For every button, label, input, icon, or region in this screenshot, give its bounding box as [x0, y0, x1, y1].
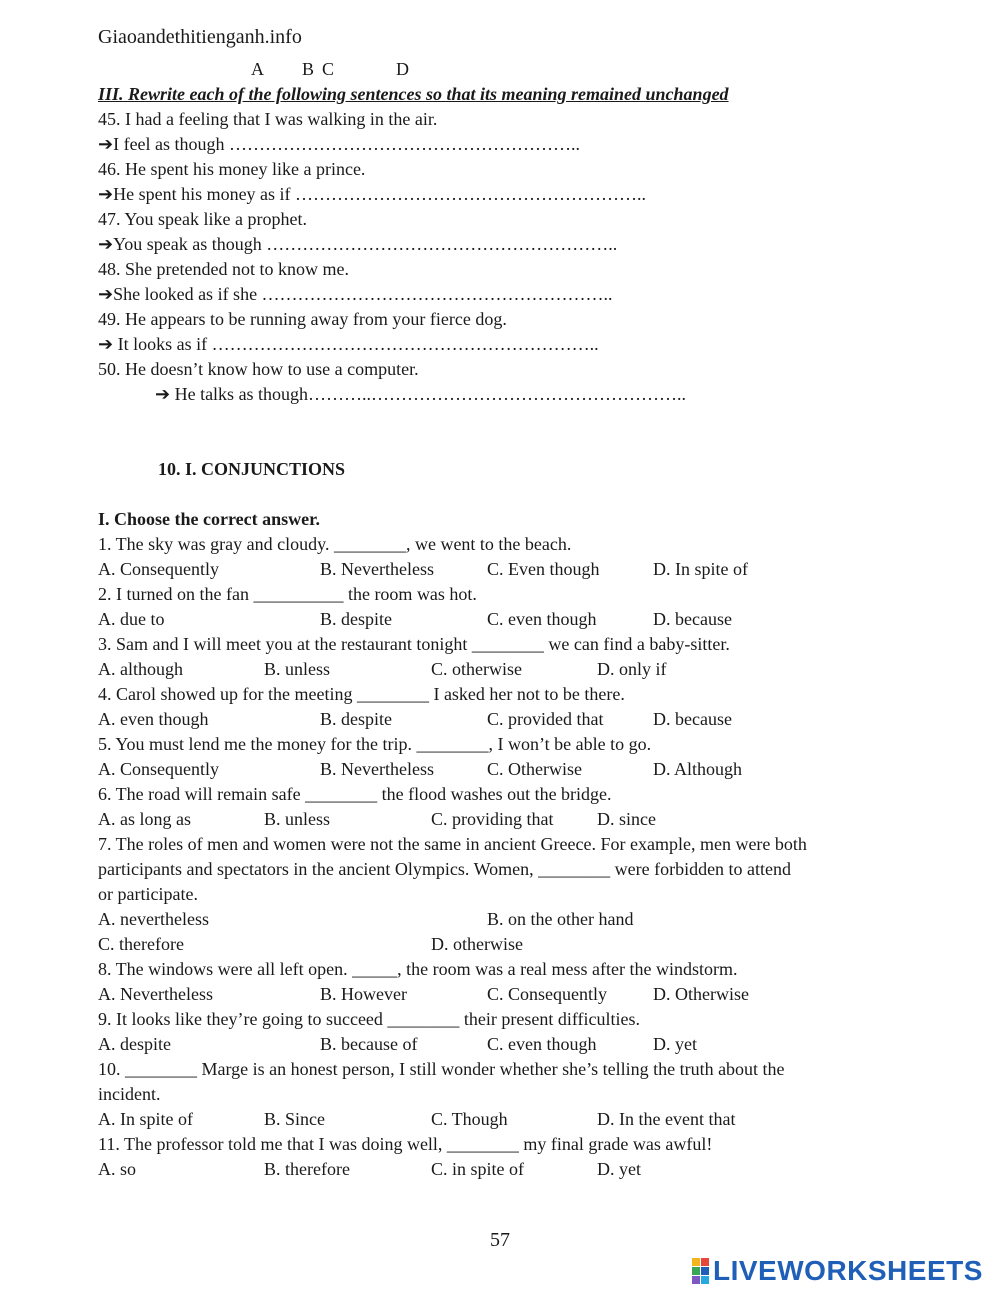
answer-letter-d: D — [396, 59, 409, 79]
option-7b[interactable]: B. on the other hand — [487, 909, 634, 929]
logo-square-2 — [701, 1258, 709, 1266]
liveworksheets-logo — [692, 1256, 983, 1286]
option-8a[interactable]: A. Nevertheless — [98, 984, 213, 1004]
option-9d[interactable]: D. yet — [653, 1034, 697, 1054]
question-7-line-2: participants and spectators in the ancient Olympics. Women, ________ were forbidden to attend — [98, 859, 792, 879]
option-2b[interactable]: B. despite — [320, 609, 392, 629]
option-5c[interactable]: C. Otherwise — [487, 759, 582, 779]
question-7-line-3: or participate. — [98, 884, 198, 904]
option-7d[interactable]: D. otherwise — [431, 934, 523, 954]
question-1: 1. The sky was gray and cloudy. ________, we went to the beach. — [98, 534, 572, 554]
answer-line-46[interactable]: ➔He spent his money as if ………………………………………………….. — [98, 184, 647, 204]
answer-letter-c: C — [322, 59, 335, 79]
option-2a[interactable]: A. due to — [98, 609, 165, 629]
answer-line-48[interactable]: ➔She looked as if she ………………………………………………….. — [98, 284, 613, 304]
question-46: 46. He spent his money like a prince. — [98, 159, 366, 179]
question-5: 5. You must lend me the money for the trip. ________, I won’t be able to go. — [98, 734, 652, 754]
option-3a[interactable]: A. although — [98, 659, 183, 679]
option-10b[interactable]: B. Since — [264, 1109, 325, 1129]
unit-title: 10. I. CONJUNCTIONS — [158, 459, 346, 479]
option-8c[interactable]: C. Consequently — [487, 984, 607, 1004]
option-3b[interactable]: B. unless — [264, 659, 331, 679]
question-9: 9. It looks like they’re going to succeed ________ their present difficulties. — [98, 1009, 641, 1029]
option-9b[interactable]: B. because of — [320, 1034, 418, 1054]
option-11b[interactable]: B. therefore — [264, 1159, 350, 1179]
option-11a[interactable]: A. so — [98, 1159, 137, 1179]
question-4: 4. Carol showed up for the meeting ________ I asked her not to be there. — [98, 684, 625, 704]
option-8b[interactable]: B. However — [320, 984, 407, 1004]
question-10-line-2: incident. — [98, 1084, 161, 1104]
option-6b[interactable]: B. unless — [264, 809, 331, 829]
option-10c[interactable]: C. Though — [431, 1109, 508, 1129]
option-4d[interactable]: D. because — [653, 709, 732, 729]
question-7-line-1: 7. The roles of men and women were not the same in ancient Greece. For example, men were both — [98, 834, 807, 854]
question-3: 3. Sam and I will meet you at the restaurant tonight ________ we can find a baby-sitter. — [98, 634, 730, 654]
option-3d[interactable]: D. only if — [597, 659, 667, 679]
question-10-line-1: 10. ________ Marge is an honest person, I still wonder whether she’s telling the truth about the — [98, 1059, 785, 1079]
option-7a[interactable]: A. nevertheless — [98, 909, 209, 929]
option-8d[interactable]: D. Otherwise — [653, 984, 749, 1004]
option-7c[interactable]: C. therefore — [98, 934, 184, 954]
option-4a[interactable]: A. even though — [98, 709, 209, 729]
logo-square-5 — [692, 1276, 700, 1284]
option-6d[interactable]: D. since — [597, 809, 656, 829]
option-6a[interactable]: A. as long as — [98, 809, 191, 829]
question-49: 49. He appears to be running away from your fierce dog. — [98, 309, 507, 329]
answer-line-50[interactable]: ➔ He talks as though………..…………………………………………….. — [155, 384, 687, 404]
option-5a[interactable]: A. Consequently — [98, 759, 219, 779]
option-2c[interactable]: C. even though — [487, 609, 597, 629]
option-10a[interactable]: A. In spite of — [98, 1109, 193, 1129]
answer-letter-b: B — [302, 59, 315, 79]
option-1d[interactable]: D. In spite of — [653, 559, 748, 579]
question-48: 48. She pretended not to know me. — [98, 259, 349, 279]
option-9c[interactable]: C. even though — [487, 1034, 597, 1054]
part-title-choose: I. Choose the correct answer. — [98, 509, 320, 529]
logo-grid-icon — [692, 1258, 709, 1284]
option-5d[interactable]: D. Although — [653, 759, 743, 779]
answer-line-47[interactable]: ➔You speak as though ………………………………………………….. — [98, 234, 618, 254]
question-8: 8. The windows were all left open. _____, the room was a real mess after the windstorm. — [98, 959, 738, 979]
option-11c[interactable]: C. in spite of — [431, 1159, 524, 1179]
logo-text: LIVEWORKSHEETS — [713, 1255, 983, 1286]
logo-square-6 — [701, 1276, 709, 1284]
answer-line-45[interactable]: ➔I feel as though ………………………………………………….. — [98, 134, 581, 154]
site-name: Giaoandethitienganh.info — [98, 26, 302, 48]
page-number: 57 — [490, 1229, 510, 1251]
option-6c[interactable]: C. providing that — [431, 809, 554, 829]
option-2d[interactable]: D. because — [653, 609, 732, 629]
option-1c[interactable]: C. Even though — [487, 559, 600, 579]
option-4b[interactable]: B. despite — [320, 709, 392, 729]
question-2: 2. I turned on the fan __________ the room was hot. — [98, 584, 477, 604]
question-45: 45. I had a feeling that I was walking in the air. — [98, 109, 438, 129]
answer-letter-a: A — [251, 59, 264, 79]
option-1a[interactable]: A. Consequently — [98, 559, 219, 579]
option-10d[interactable]: D. In the event that — [597, 1109, 736, 1129]
option-4c[interactable]: C. provided that — [487, 709, 604, 729]
logo-square-1 — [692, 1258, 700, 1266]
logo-square-3 — [692, 1267, 700, 1275]
option-1b[interactable]: B. Nevertheless — [320, 559, 434, 579]
answer-line-49[interactable]: ➔ It looks as if ……………………………………………………….. — [98, 334, 599, 354]
option-9a[interactable]: A. despite — [98, 1034, 171, 1054]
section-title-rewrite: III. Rewrite each of the following sentences so that its meaning remained unchanged — [98, 84, 729, 104]
option-3c[interactable]: C. otherwise — [431, 659, 522, 679]
option-5b[interactable]: B. Nevertheless — [320, 759, 434, 779]
question-50: 50. He doesn’t know how to use a computer. — [98, 359, 419, 379]
question-47: 47. You speak like a prophet. — [98, 209, 307, 229]
logo-square-4 — [701, 1267, 709, 1275]
option-11d[interactable]: D. yet — [597, 1159, 641, 1179]
question-6: 6. The road will remain safe ________ the flood washes out the bridge. — [98, 784, 612, 804]
question-11: 11. The professor told me that I was doing well, ________ my final grade was awful! — [98, 1134, 713, 1154]
